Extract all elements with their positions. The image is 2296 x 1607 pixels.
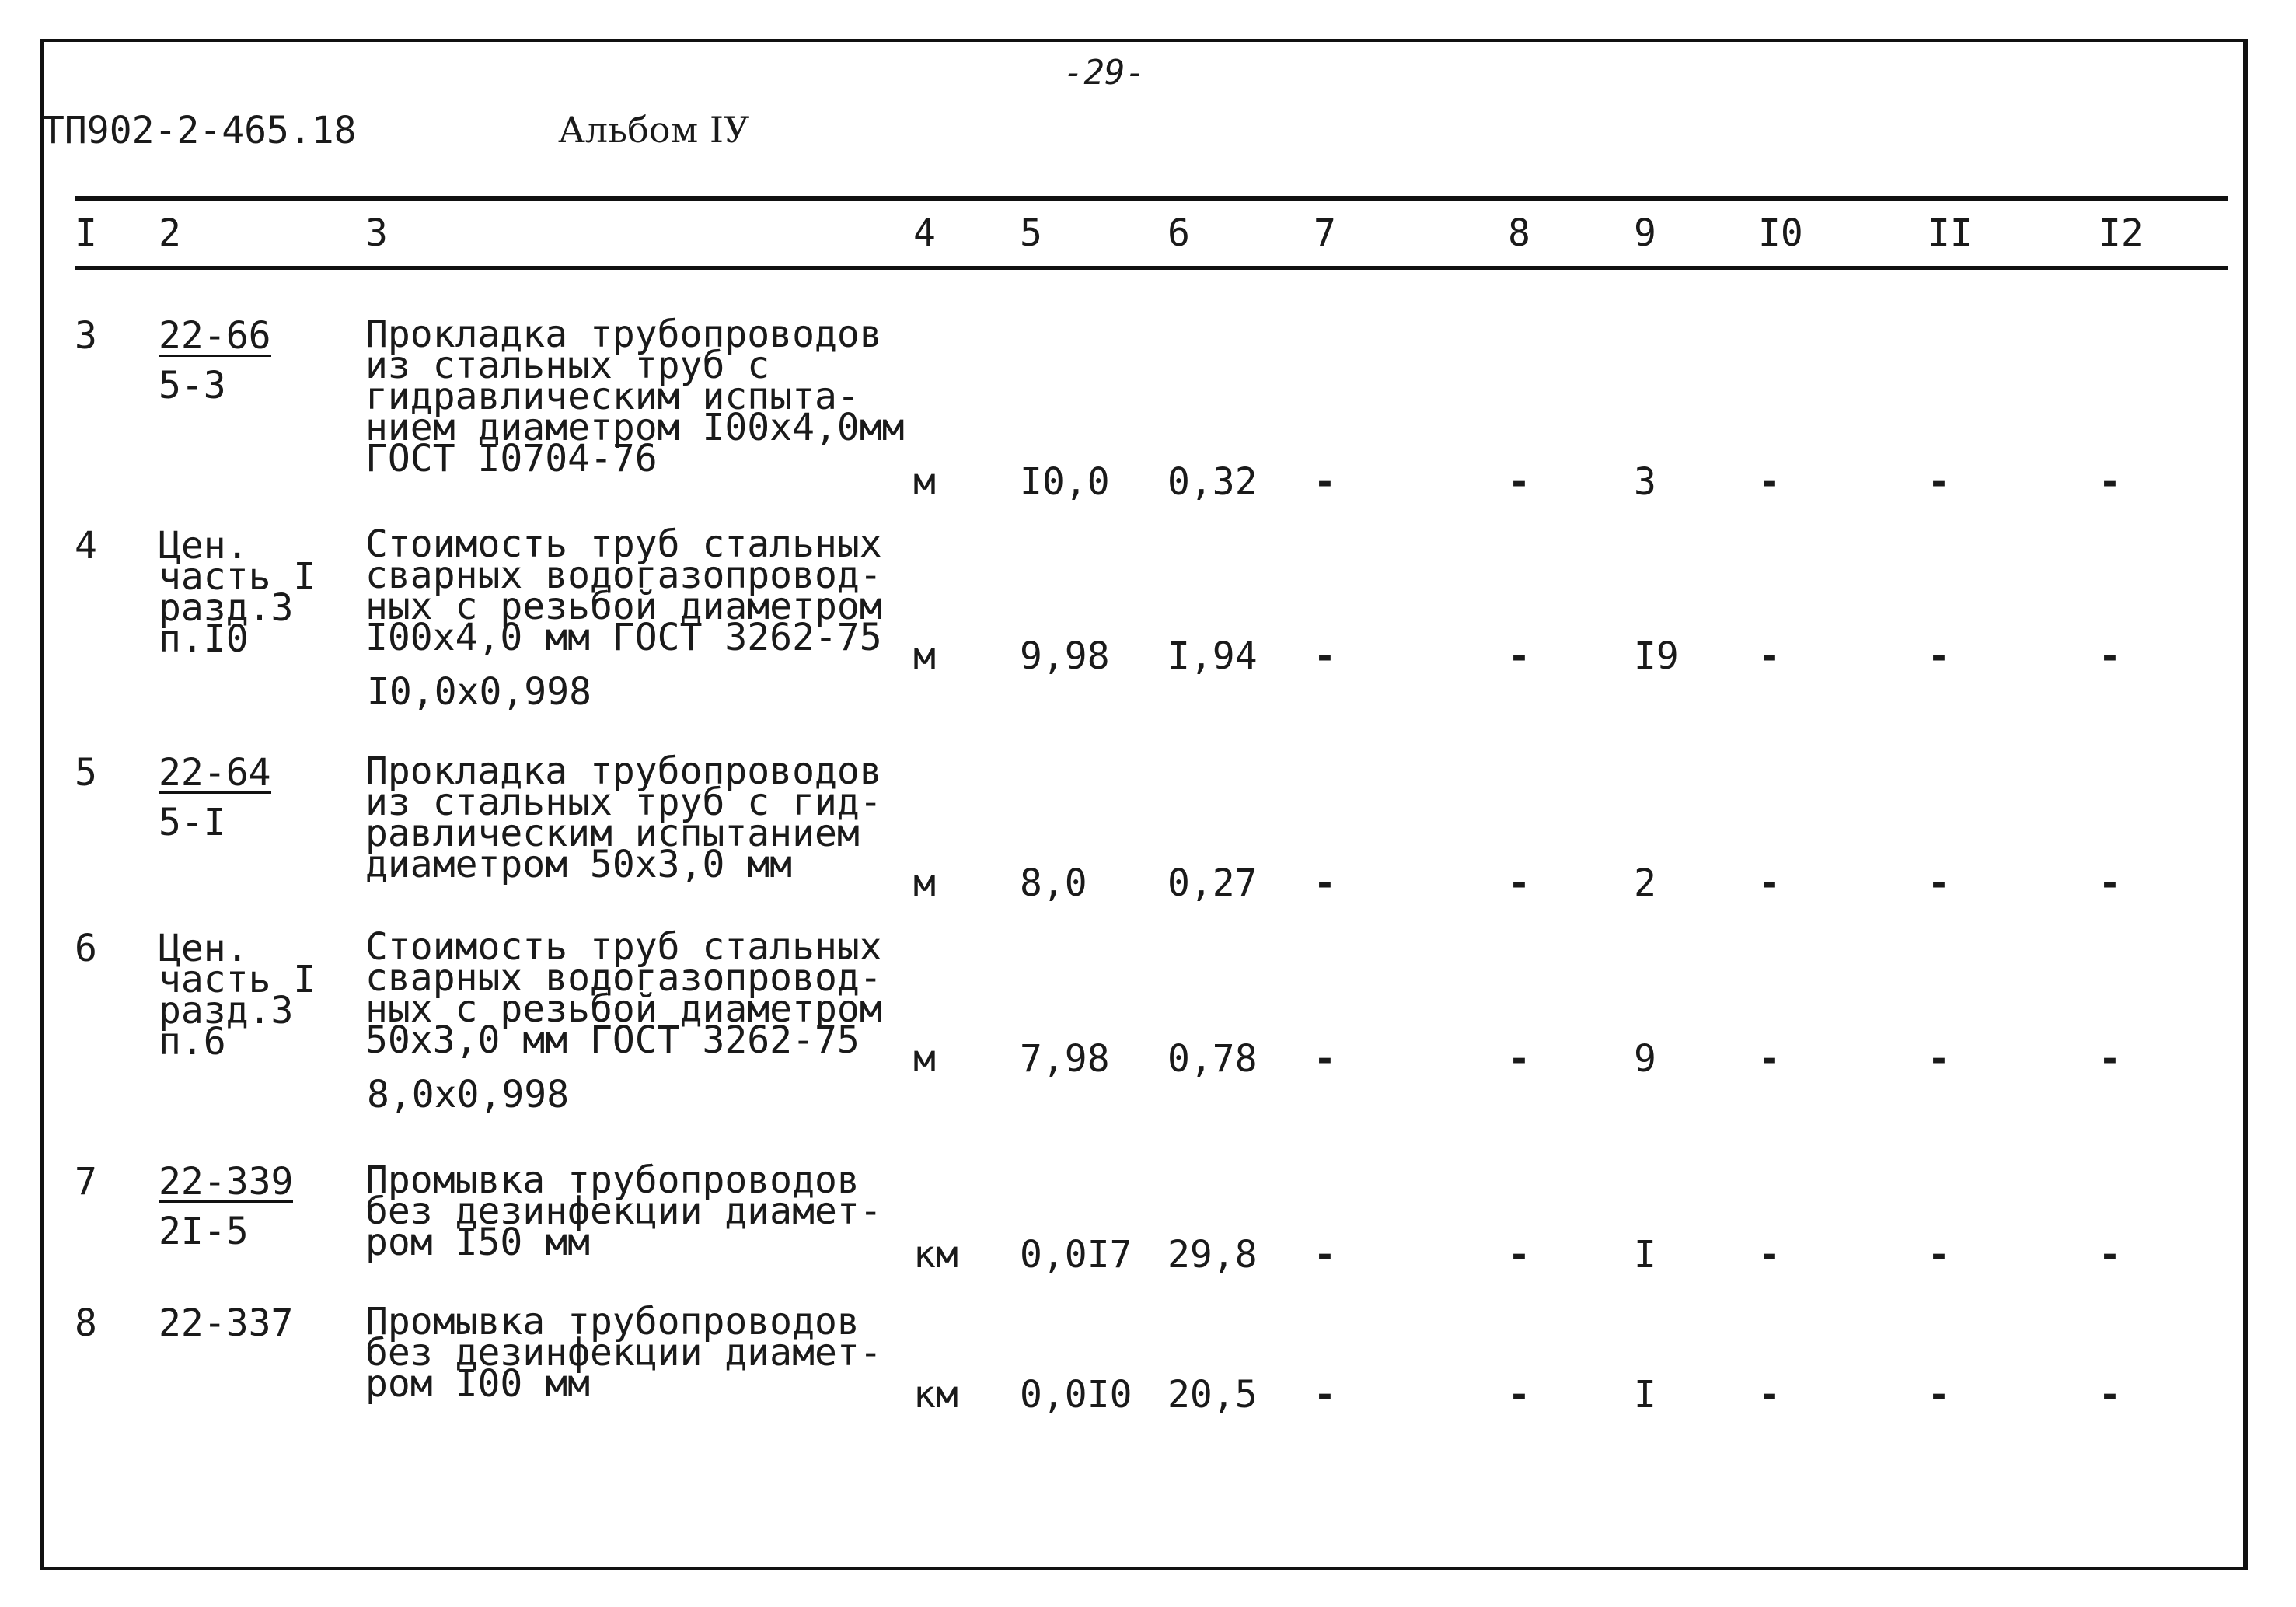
row-number: 5 — [75, 751, 97, 795]
document-code: ТП902-2-465.18 — [42, 109, 357, 152]
col-10-value: - — [1758, 1373, 1781, 1417]
rate-code-line: Цен. — [159, 927, 249, 970]
col-8-value: - — [1508, 460, 1530, 504]
unit-of-measure: м — [913, 861, 936, 905]
rate-code-line: часть I — [159, 958, 316, 1001]
quantity: 0,0I0 — [1020, 1373, 1132, 1417]
column-header-8: 8 — [1508, 211, 1530, 255]
rate-code-line: п.6 — [159, 1020, 226, 1064]
col-11-value: - — [1928, 1037, 1950, 1081]
unit-cost: I,94 — [1167, 634, 1258, 678]
col-11-value: - — [1928, 1373, 1950, 1417]
rate-code-line: разд.3 — [159, 989, 294, 1032]
rate-code-bottom: 5-3 — [159, 364, 226, 407]
column-header-9: 9 — [1634, 211, 1656, 255]
description-line: из стальных труб с гид- — [365, 781, 882, 824]
work-description — [365, 1158, 882, 1264]
description-line: ных с резьбой диаметром — [365, 987, 882, 1031]
unit-of-measure: м — [913, 460, 936, 504]
work-description — [365, 749, 882, 886]
description-line: Стоимость труб стальных — [365, 522, 882, 566]
rate-code-line: часть I — [159, 555, 316, 599]
description-line: без дезинфекции диамет- — [365, 1331, 882, 1375]
col-7-value: - — [1314, 1037, 1336, 1081]
description-line: равлическим испытанием — [365, 812, 860, 855]
unit-of-measure: м — [913, 1037, 936, 1081]
rate-code-top — [159, 751, 271, 795]
col-8-value: - — [1508, 861, 1530, 905]
quantity-calculation: 8,0х0,998 — [367, 1073, 570, 1116]
description-line: Стоимость труб стальных — [365, 925, 882, 969]
col-7-value: - — [1314, 460, 1336, 504]
column-header-2: 2 — [159, 211, 181, 255]
description-line: ных с резьбой диаметром — [365, 585, 882, 628]
quantity: 7,98 — [1020, 1037, 1110, 1081]
rate-code-bottom: 5-I — [159, 801, 226, 844]
description-line: Прокладка трубопроводов — [365, 313, 882, 356]
row-number: 8 — [75, 1301, 97, 1345]
col-12-value: - — [2099, 1373, 2121, 1417]
description-line: Прокладка трубопроводов — [365, 749, 882, 793]
description-line: 50х3,0 мм ГОСТ 3262-75 — [365, 1018, 860, 1062]
page-number: -29- — [1063, 53, 1146, 93]
quantity: 9,98 — [1020, 634, 1110, 678]
col-12-value: - — [2099, 460, 2121, 504]
col-7-value: - — [1314, 861, 1336, 905]
rate-code-top — [159, 314, 271, 358]
rate-code-line: п.I0 — [159, 617, 249, 661]
col-8-value: - — [1508, 1233, 1530, 1277]
rate-code-top — [159, 1160, 294, 1204]
unit-cost: 29,8 — [1167, 1233, 1258, 1277]
column-header-4: 4 — [913, 211, 936, 255]
description-line: без дезинфекции диамет- — [365, 1190, 882, 1233]
column-header-3: 3 — [365, 211, 388, 255]
col-10-value: - — [1758, 1233, 1781, 1277]
column-header-11: II — [1928, 211, 1973, 255]
column-header-6: 6 — [1167, 211, 1190, 255]
rate-code-bottom: 2I-5 — [159, 1210, 249, 1253]
description-line: из стальных труб с — [365, 344, 770, 387]
col-10-value: - — [1758, 861, 1781, 905]
column-header-12: I2 — [2099, 211, 2144, 255]
col-8-value: - — [1508, 1373, 1530, 1417]
col-12-value: - — [2099, 634, 2121, 678]
unit-cost: 0,27 — [1167, 861, 1258, 905]
description-line: ром I00 мм — [365, 1362, 590, 1406]
col-10-value: - — [1758, 460, 1781, 504]
col-7-value: - — [1314, 1233, 1336, 1277]
col-12-value: - — [2099, 1233, 2121, 1277]
col-8-value: - — [1508, 1037, 1530, 1081]
total-cost: 3 — [1634, 460, 1656, 504]
rate-code-line: Цен. — [159, 524, 249, 568]
column-header-10: I0 — [1758, 211, 1803, 255]
col-11-value: - — [1928, 861, 1950, 905]
description-line: гидравлическим испыта- — [365, 375, 860, 418]
col-10-value: - — [1758, 634, 1781, 678]
description-line: ГОСТ I0704-76 — [365, 437, 658, 480]
rate-code-numerator: 22-64 — [159, 751, 271, 795]
work-description — [365, 313, 905, 480]
col-8-value: - — [1508, 634, 1530, 678]
col-10-value: - — [1758, 1037, 1781, 1081]
col-12-value: - — [2099, 1037, 2121, 1081]
quantity: 0,0I7 — [1020, 1233, 1132, 1277]
total-cost: I — [1634, 1233, 1656, 1277]
col-11-value: - — [1928, 460, 1950, 504]
column-header-5: 5 — [1020, 211, 1042, 255]
row-number: 4 — [75, 524, 97, 568]
col-12-value: - — [2099, 861, 2121, 905]
col-7-value: - — [1314, 1373, 1336, 1417]
quantity: I0,0 — [1020, 460, 1110, 504]
description-line: Промывка трубопроводов — [365, 1158, 860, 1202]
header-rule-top — [75, 196, 2228, 201]
rate-code-numerator: 22-339 — [159, 1160, 294, 1204]
work-description — [365, 522, 882, 659]
work-description — [365, 1300, 882, 1406]
quantity: 8,0 — [1020, 861, 1087, 905]
total-cost: I9 — [1634, 634, 1679, 678]
row-number: 7 — [75, 1160, 97, 1204]
total-cost: 9 — [1634, 1037, 1656, 1081]
header-rule-bottom — [75, 266, 2228, 270]
description-line: сварных водогазопровод- — [365, 554, 882, 597]
unit-cost: 0,32 — [1167, 460, 1258, 504]
col-11-value: - — [1928, 1233, 1950, 1277]
unit-of-measure: км — [913, 1373, 958, 1417]
row-number: 6 — [75, 927, 97, 970]
unit-of-measure: м — [913, 634, 936, 678]
rate-code-line: 22-337 — [159, 1301, 294, 1345]
quantity-calculation: I0,0х0,998 — [367, 670, 591, 714]
album-label: Альбом IУ — [558, 109, 750, 151]
unit-cost: 0,78 — [1167, 1037, 1258, 1081]
unit-cost: 20,5 — [1167, 1373, 1258, 1417]
total-cost: I — [1634, 1373, 1656, 1417]
description-line: нием диаметром I00х4,0мм — [365, 406, 905, 449]
column-header-7: 7 — [1314, 211, 1336, 255]
rate-code-numerator: 22-66 — [159, 314, 271, 358]
description-line: диаметром 50х3,0 мм — [365, 843, 793, 886]
description-line: Промывка трубопроводов — [365, 1300, 860, 1343]
column-header-1: I — [75, 211, 97, 255]
unit-of-measure: км — [913, 1233, 958, 1277]
col-11-value: - — [1928, 634, 1950, 678]
description-line: сварных водогазопровод- — [365, 956, 882, 1000]
total-cost: 2 — [1634, 861, 1656, 905]
rate-code-line: разд.3 — [159, 586, 294, 630]
work-description — [365, 925, 882, 1062]
description-line: I00х4,0 мм ГОСТ 3262-75 — [365, 616, 882, 659]
row-number: 3 — [75, 314, 97, 358]
col-7-value: - — [1314, 634, 1336, 678]
description-line: ром I50 мм — [365, 1221, 590, 1264]
